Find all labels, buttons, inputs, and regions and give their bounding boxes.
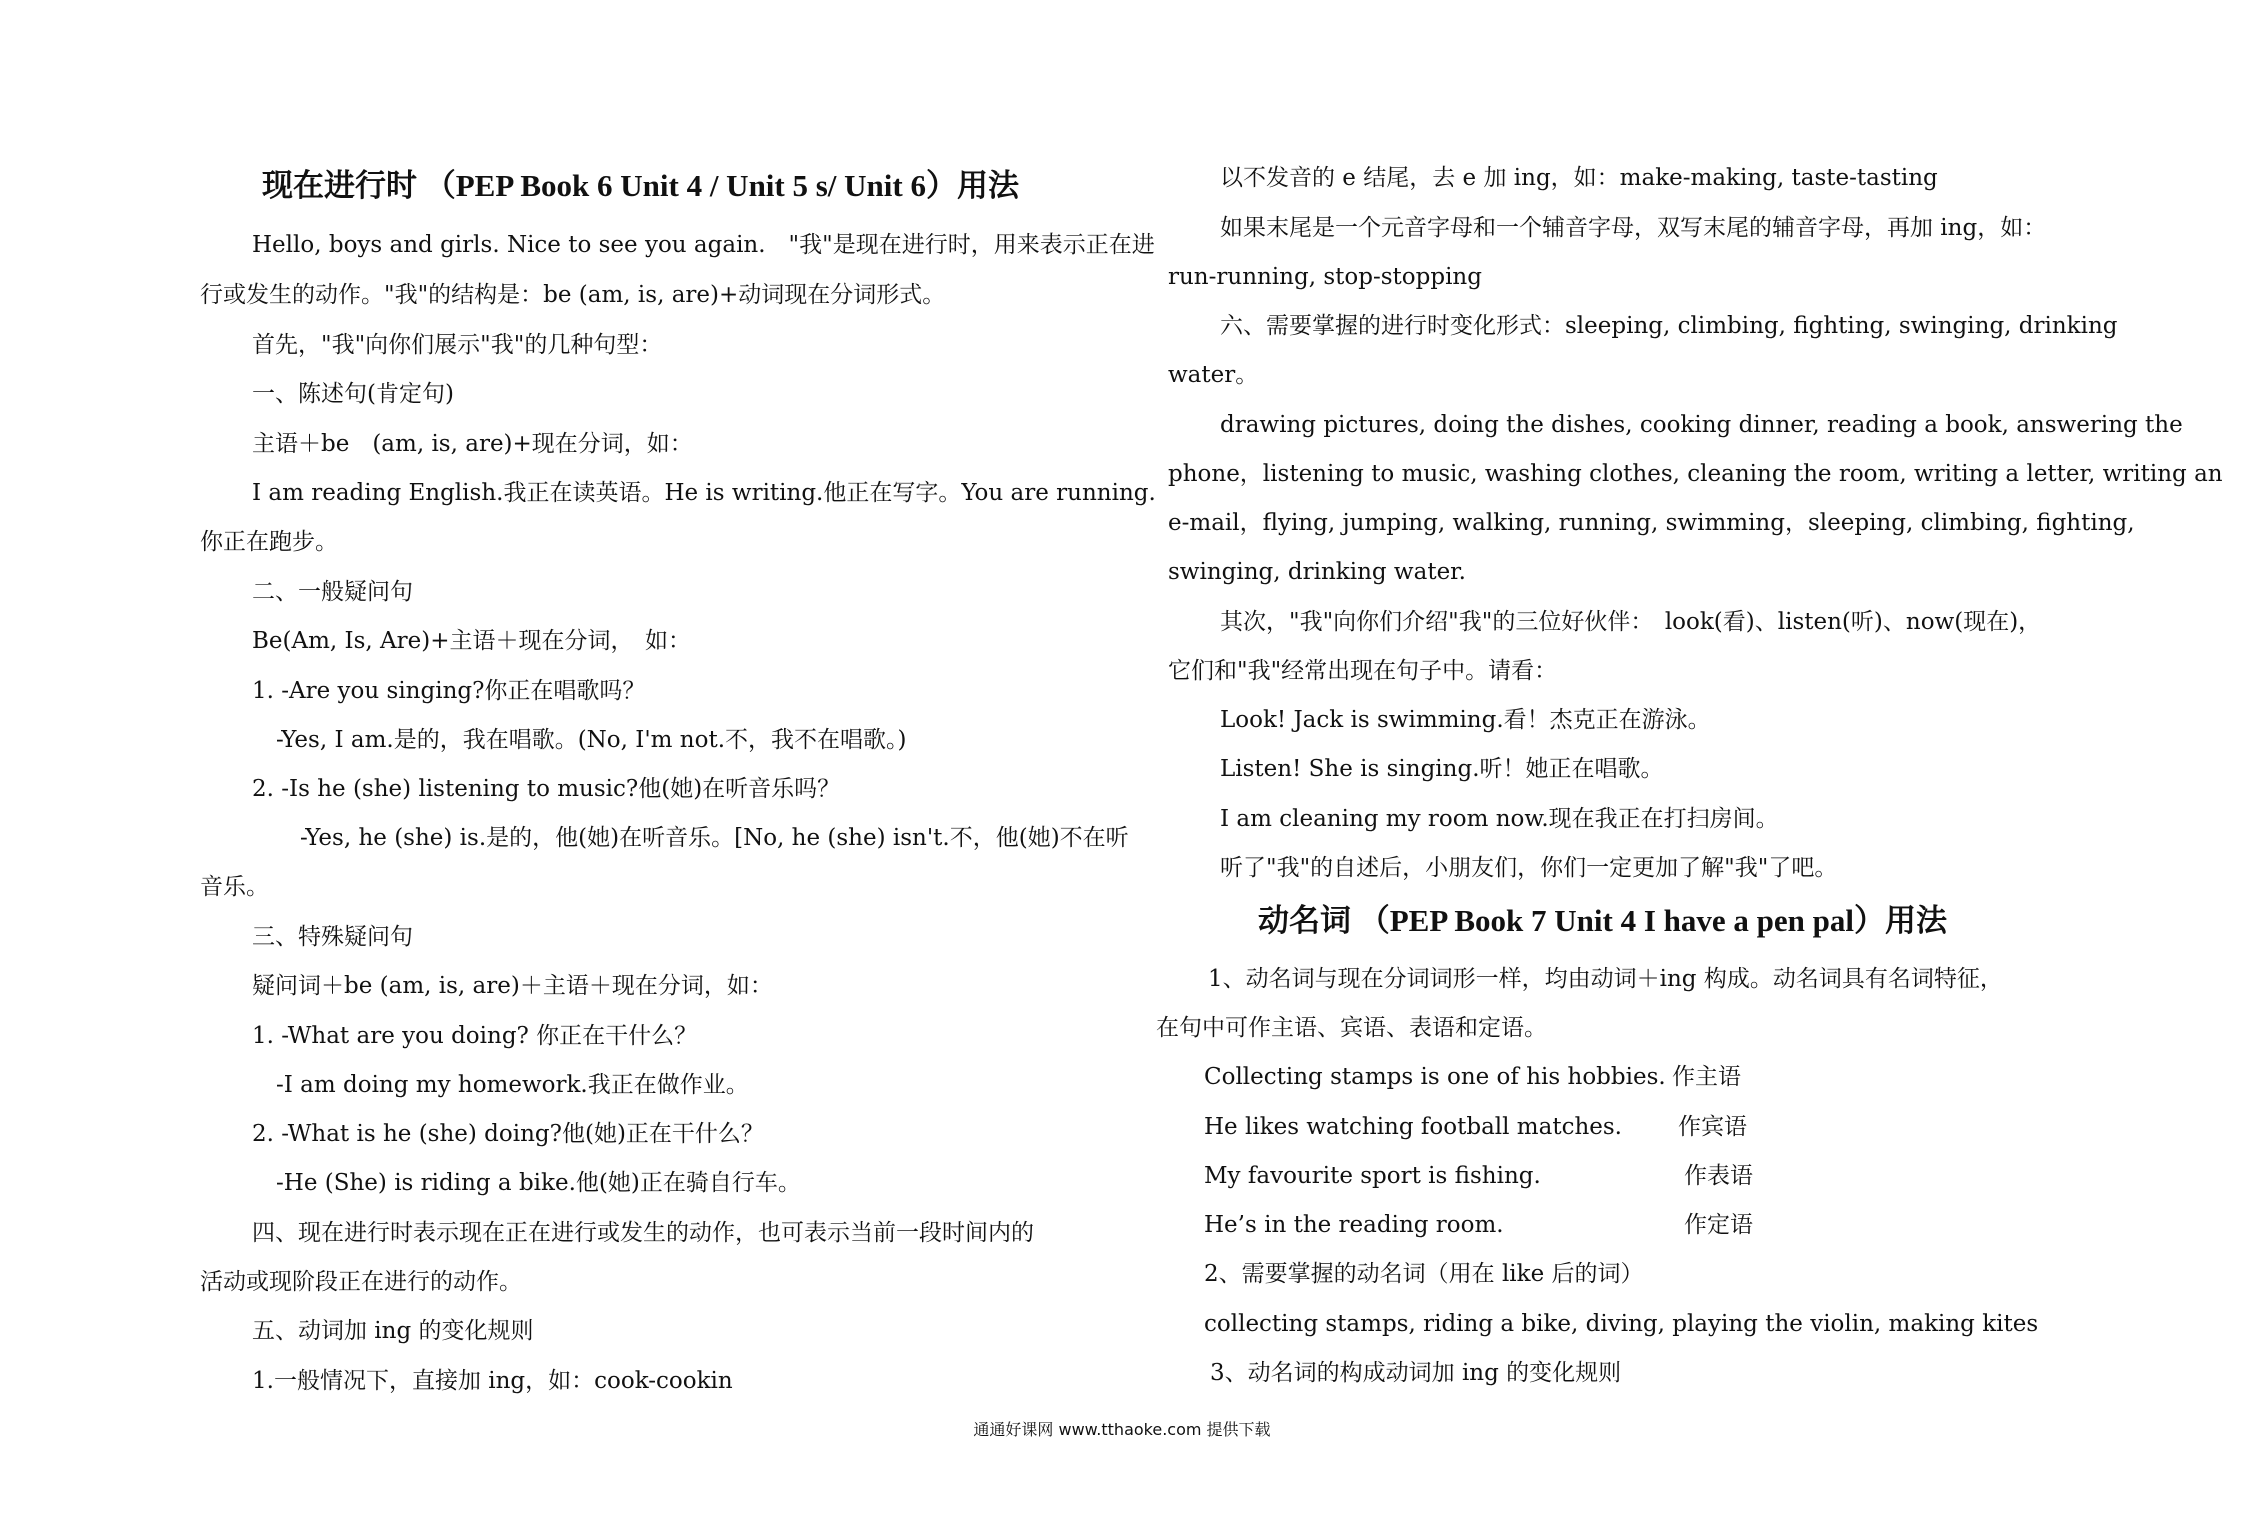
section-heading: 六、需要掌握的进行时变化形式：sleeping, climbing, fighting, swinging, drinking — [1220, 313, 2118, 339]
text-line: 其次，"我"向你们介绍"我"的三位好伙伴： look(看)、listen(听)、now(现在)， — [1220, 609, 2042, 635]
text-line: 主语＋be (am, is, are)+现在分词，如： — [252, 431, 693, 457]
text-line: 1、动名词与现在分词词形一样，均由动词＋ing 构成。动名词具有名词特征， — [1208, 966, 2003, 992]
example-sentence: My favourite sport is fishing. — [1204, 1163, 1541, 1189]
text-line: 1.一般情况下，直接加 ing，如：cook-cookin — [252, 1368, 733, 1394]
text-line: 音乐。 — [200, 874, 269, 900]
text-line: 你正在跑步。 — [200, 529, 338, 555]
text-line: Hello, boys and girls. Nice to see you again. "我"是现在进行时，用来表示正在进 — [252, 232, 1155, 258]
text-line: I am cleaning my room now.现在我正在打扫房间。 — [1220, 806, 1779, 832]
text-line: 行或发生的动作。"我"的结构是：be (am, is, are)+动词现在分词形式。 — [200, 282, 946, 308]
right-title: 动名词 （PEP Book 7 Unit 4 I have a pen pal）用法 — [1258, 903, 1947, 938]
text-line: water。 — [1168, 362, 1259, 388]
text-line: I am reading English.我正在读英语。He is writing.他正在写字。You are running. — [252, 480, 1156, 506]
example-sentence: Collecting stamps is one of his hobbies. — [1204, 1064, 1666, 1090]
text-line: 疑问词＋be (am, is, are)＋主语＋现在分词，如： — [252, 973, 773, 999]
example-role: 作表语 — [1684, 1163, 1753, 1189]
text-line: 听了"我"的自述后，小朋友们，你们一定更加了解"我"了吧。 — [1220, 855, 1838, 881]
section-heading: 五、动词加 ing 的变化规则 — [252, 1318, 534, 1344]
text-line: 1. -What are you doing? 你正在干什么？ — [252, 1023, 698, 1049]
section-heading: 二、一般疑问句 — [252, 579, 413, 605]
section-heading: 三、特殊疑问句 — [252, 924, 413, 950]
text-line: -Yes, he (she) is.是的，他(她)在听音乐。[No, he (she) isn't.不，他(她)不在听 — [300, 825, 1129, 851]
text-line: 活动或现阶段正在进行的动作。 — [200, 1269, 522, 1295]
example-role: 作主语 — [1672, 1064, 1741, 1090]
text-line: 首先，"我"向你们展示"我"的几种句型： — [252, 332, 663, 358]
text-line: 在句中可作主语、宾语、表语和定语。 — [1156, 1015, 1547, 1041]
text-line: 3、动名词的构成动词加 ing 的变化规则 — [1210, 1360, 1622, 1386]
text-line: phone，listening to music, washing clothes, cleaning the room, writing a letter, writing an — [1168, 461, 2223, 487]
text-line: 它们和"我"经常出现在句子中。请看： — [1168, 658, 1558, 684]
left-title: 现在进行时 （PEP Book 6 Unit 4 / Unit 5 s/ Unit 6）用法 — [262, 168, 1019, 203]
text-line: 以不发音的 e 结尾，去 e 加 ing，如：make-making, taste-tasting — [1220, 165, 1938, 191]
example-sentence: He’s in the reading room. — [1204, 1212, 1504, 1238]
text-line: swinging, drinking water. — [1168, 559, 1466, 585]
text-line: Look! Jack is swimming.看！杰克正在游泳。 — [1220, 707, 1711, 733]
text-line: 1. -Are you singing?你正在唱歌吗？ — [252, 678, 646, 704]
text-line: -I am doing my homework.我正在做作业。 — [276, 1072, 749, 1098]
text-line: 四、现在进行时表示现在正在进行或发生的动作，也可表示当前一段时间内的 — [252, 1220, 1034, 1246]
text-line: Listen! She is singing.听！她正在唱歌。 — [1220, 756, 1664, 782]
section-heading: 一、陈述句(肯定句) — [252, 381, 454, 407]
text-line: e-mail，flying, jumping, walking, running, swimming，sleeping, climbing, fighting, — [1168, 510, 2135, 536]
text-line: 2、需要掌握的动名词（用在 like 后的词） — [1204, 1261, 1644, 1287]
example-role: 作宾语 — [1678, 1114, 1747, 1140]
text-line: -He (She) is riding a bike.他(她)正在骑自行车。 — [276, 1170, 801, 1196]
text-line: run-running, stop-stopping — [1168, 264, 1482, 290]
page-footer: 通通好课网 www.tthaoke.com 提供下载 — [973, 1420, 1271, 1439]
text-line: 如果末尾是一个元音字母和一个辅音字母，双写末尾的辅音字母，再加 ing，如： — [1220, 215, 2047, 241]
text-line: Be(Am, Is, Are)+主语＋现在分词， 如： — [252, 628, 691, 654]
example-role: 作定语 — [1684, 1212, 1753, 1238]
text-line: -Yes, I am.是的，我在唱歌。(No, I'm not.不，我不在唱歌。) — [276, 727, 907, 753]
text-line: 2. -Is he (she) listening to music?他(她)在听音乐吗？ — [252, 776, 841, 802]
example-sentence: He likes watching football matches. — [1204, 1114, 1622, 1140]
text-line: collecting stamps, riding a bike, diving, playing the violin, making kites — [1204, 1311, 2039, 1337]
text-line: 2. -What is he (she) doing?他(她)正在干什么？ — [252, 1121, 764, 1147]
text-line: drawing pictures, doing the dishes, cooking dinner, reading a book, answering the — [1220, 412, 2183, 438]
